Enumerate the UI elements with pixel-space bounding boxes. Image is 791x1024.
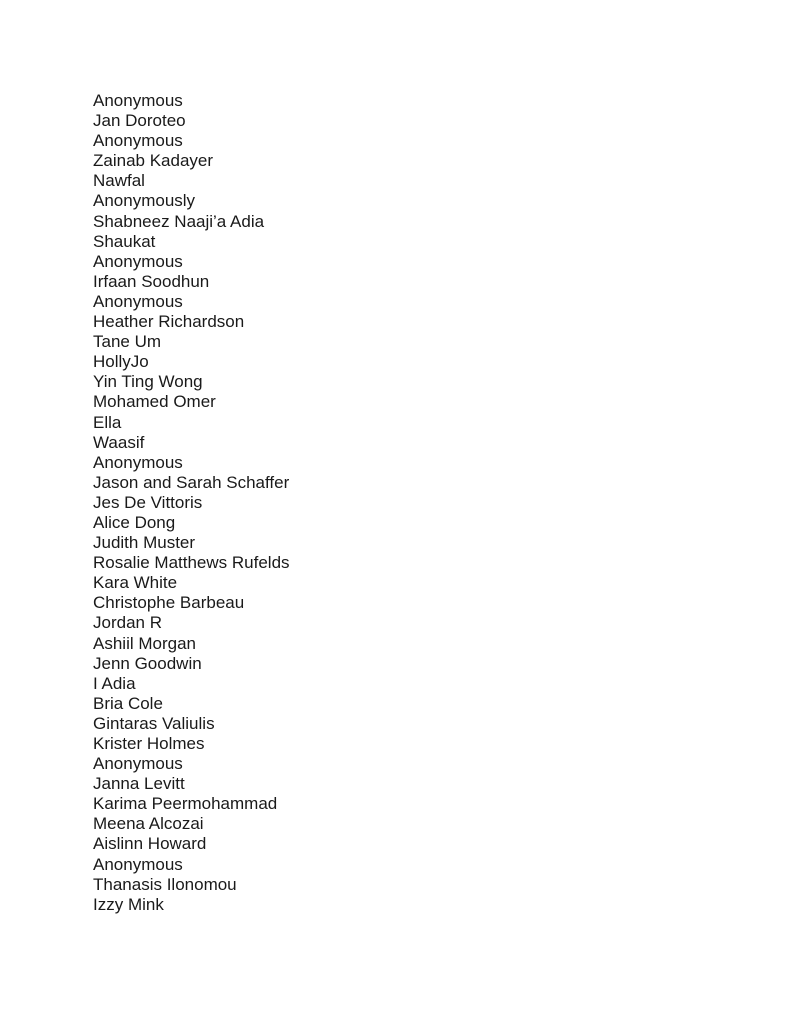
name-list-item: Heather Richardson (93, 312, 245, 332)
name-list-item: Gintaras Valiulis (93, 713, 215, 733)
name-list (93, 91, 290, 915)
name-list-item: Ashiil Morgan (93, 633, 196, 653)
name-list-item: Jan Doroteo (93, 111, 186, 131)
name-list-item: Anonymously (93, 191, 196, 211)
name-list-item: Shabneez Naaji’a Adia (93, 211, 265, 231)
name-list-item: Irfaan Soodhun (93, 271, 210, 291)
name-list-item: Meena Alcozai (93, 814, 204, 834)
name-list-item: Anonymous (93, 131, 183, 151)
name-list-item: Jason and Sarah Schaffer (93, 472, 290, 492)
name-list-item: Anonymous (93, 754, 183, 774)
name-list-item: Aislinn Howard (93, 834, 207, 854)
name-list-item: Kara White (93, 573, 178, 593)
name-list-item: Bria Cole (93, 693, 163, 713)
name-list-item: Zainab Kadayer (93, 151, 214, 171)
name-list-item: Anonymous (93, 854, 183, 874)
name-list-item: Jenn Goodwin (93, 653, 202, 673)
name-list-item: Karima Peermohammad (93, 794, 278, 814)
name-list-item: Thanasis Ilonomou (93, 874, 237, 894)
name-list-item: Janna Levitt (93, 774, 185, 794)
name-list-item: Krister Holmes (93, 734, 205, 753)
name-list-item: Waasif (93, 432, 145, 452)
name-list-item: Ella (93, 412, 122, 432)
name-list-item: Anonymous (93, 452, 183, 472)
name-list-item: I Adia (93, 673, 136, 693)
name-list-item: Rosalie Matthews Rufelds (93, 553, 290, 573)
name-list-item: Anonymous (93, 91, 183, 110)
name-list-item: Christophe Barbeau (93, 593, 245, 613)
name-list-item: Judith Muster (93, 533, 196, 553)
name-list-item: Jes De Vittoris (93, 492, 203, 512)
name-list-item: Anonymous (93, 251, 183, 271)
name-list-item: HollyJo (93, 352, 149, 372)
name-list-item: Anonymous (93, 291, 183, 311)
name-list-item: Alice Dong (93, 512, 176, 532)
name-list-item: Nawfal (93, 171, 145, 191)
name-list-item: Jordan R (93, 613, 162, 633)
name-list-item: Yin Ting Wong (93, 372, 203, 392)
name-list-item: Mohamed Omer (93, 392, 216, 412)
name-list-item: Tane Um (93, 332, 162, 352)
name-list-item: Shaukat (93, 231, 156, 251)
name-list-item: Izzy Mink (93, 894, 164, 914)
